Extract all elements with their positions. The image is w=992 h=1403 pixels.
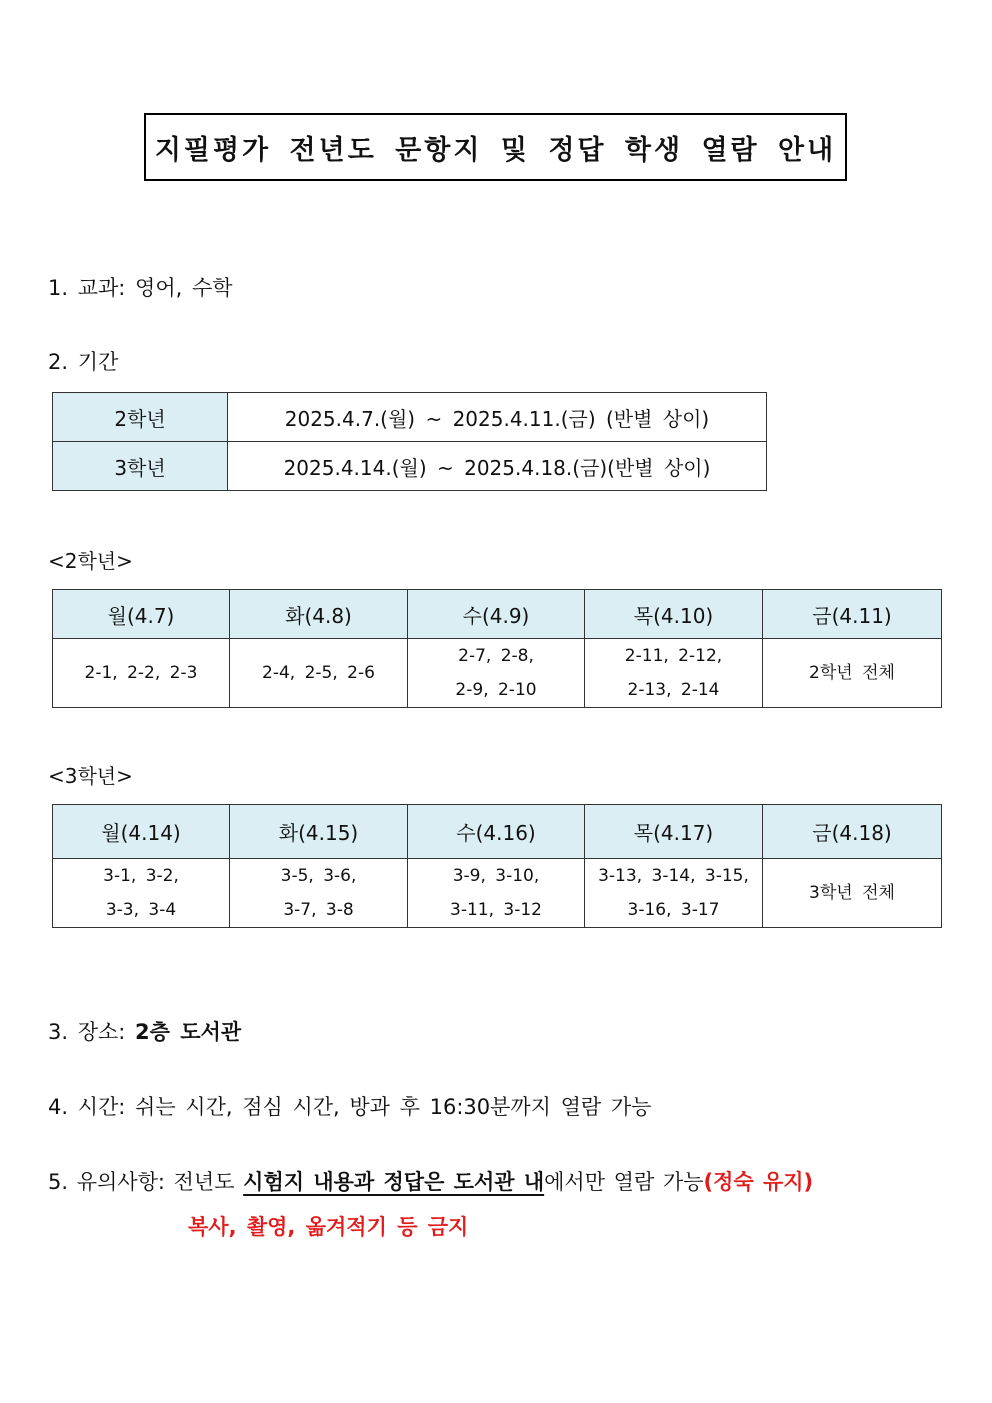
class-list: 2-11, 2-12,	[624, 646, 723, 666]
grade3-schedule-table	[52, 804, 942, 928]
item-label: 1. 교과:	[48, 276, 126, 300]
item-period-heading	[48, 346, 118, 376]
classes-cell	[53, 639, 230, 708]
item-label: 2. 기간	[48, 350, 119, 374]
classes-cell	[585, 859, 763, 928]
notes-text: 에서만 열람 가능	[544, 1170, 704, 1194]
classes-row	[53, 639, 942, 708]
day-header: 수(4.16)	[408, 805, 585, 859]
range-cell: 2025.4.14.(월) ~ 2025.4.18.(금)(반별 상이)	[228, 442, 767, 491]
subjects-value: 영어, 수학	[135, 276, 233, 300]
classes-cell	[408, 639, 585, 708]
class-list: 2-7, 2-8,	[458, 646, 534, 666]
day-header: 금(4.11)	[763, 590, 942, 639]
item-label: 4. 시간:	[48, 1095, 126, 1119]
class-list: 2학년 전체	[809, 663, 895, 683]
range-cell: 2025.4.7.(월) ~ 2025.4.11.(금) (반별 상이)	[228, 393, 767, 442]
day-header: 목(4.17)	[585, 805, 763, 859]
header-row	[53, 805, 942, 859]
time-value: 쉬는 시간, 점심 시간, 방과 후 16:30분까지 열람 가능	[135, 1095, 652, 1119]
class-list: 3-1, 3-2,	[103, 866, 179, 886]
table-row	[53, 442, 767, 491]
class-list: 3-13, 3-14, 3-15,	[598, 866, 749, 886]
day-header: 수(4.9)	[408, 590, 585, 639]
grade-cell: 2학년	[53, 393, 228, 442]
item-location	[48, 1016, 241, 1046]
grade-cell: 3학년	[53, 442, 228, 491]
copy-prohibition-warning: 복사, 촬영, 옮겨적기 등 금지	[188, 1215, 469, 1239]
classes-cell	[585, 639, 763, 708]
day-header: 화(4.15)	[230, 805, 408, 859]
classes-row	[53, 859, 942, 928]
grade2-schedule-table	[52, 589, 942, 708]
class-list: 3학년 전체	[809, 883, 895, 903]
day-header: 금(4.18)	[763, 805, 942, 859]
classes-cell	[230, 639, 408, 708]
class-list: 3-7, 3-8	[283, 900, 354, 920]
classes-cell	[763, 639, 942, 708]
class-list: 2-9, 2-10	[455, 680, 537, 700]
title-text: 지필평가 전년도 문항지 및 정답 학생 열람 안내	[154, 134, 837, 166]
header-row	[53, 590, 942, 639]
class-list: 2-13, 2-14	[627, 680, 720, 700]
item-label: 3. 장소:	[48, 1020, 126, 1044]
quiet-warning: (정숙 유지)	[703, 1170, 814, 1194]
classes-cell	[230, 859, 408, 928]
class-list: 3-9, 3-10,	[452, 866, 540, 886]
class-list: 3-16, 3-17	[627, 900, 720, 920]
day-header: 월(4.7)	[53, 590, 230, 639]
class-list: 2-4, 2-5, 2-6	[262, 663, 375, 683]
class-list: 3-3, 3-4	[105, 900, 177, 920]
table-row	[53, 393, 767, 442]
location-value: 2층 도서관	[135, 1020, 242, 1044]
classes-cell	[53, 859, 230, 928]
class-list: 3-11, 3-12	[450, 900, 542, 920]
notes-emphasis: 시험지 내용과 정답은 도서관 내	[243, 1170, 545, 1194]
document-title	[144, 113, 847, 181]
day-header: 목(4.10)	[585, 590, 763, 639]
grade2-label: <2학년>	[48, 549, 133, 573]
item-subjects	[48, 272, 233, 302]
class-list: 3-5, 3-6,	[280, 866, 357, 886]
class-list: 2-1, 2-2, 2-3	[84, 663, 198, 683]
day-header: 화(4.8)	[230, 590, 408, 639]
day-header: 월(4.14)	[53, 805, 230, 859]
grade3-label: <3학년>	[48, 764, 133, 788]
notes-text: 전년도	[173, 1170, 235, 1194]
item-time	[48, 1091, 651, 1121]
classes-cell	[408, 859, 585, 928]
period-table	[52, 392, 767, 491]
classes-cell	[763, 859, 942, 928]
item-notes	[48, 1166, 813, 1196]
item-label: 5. 유의사항:	[48, 1170, 165, 1194]
